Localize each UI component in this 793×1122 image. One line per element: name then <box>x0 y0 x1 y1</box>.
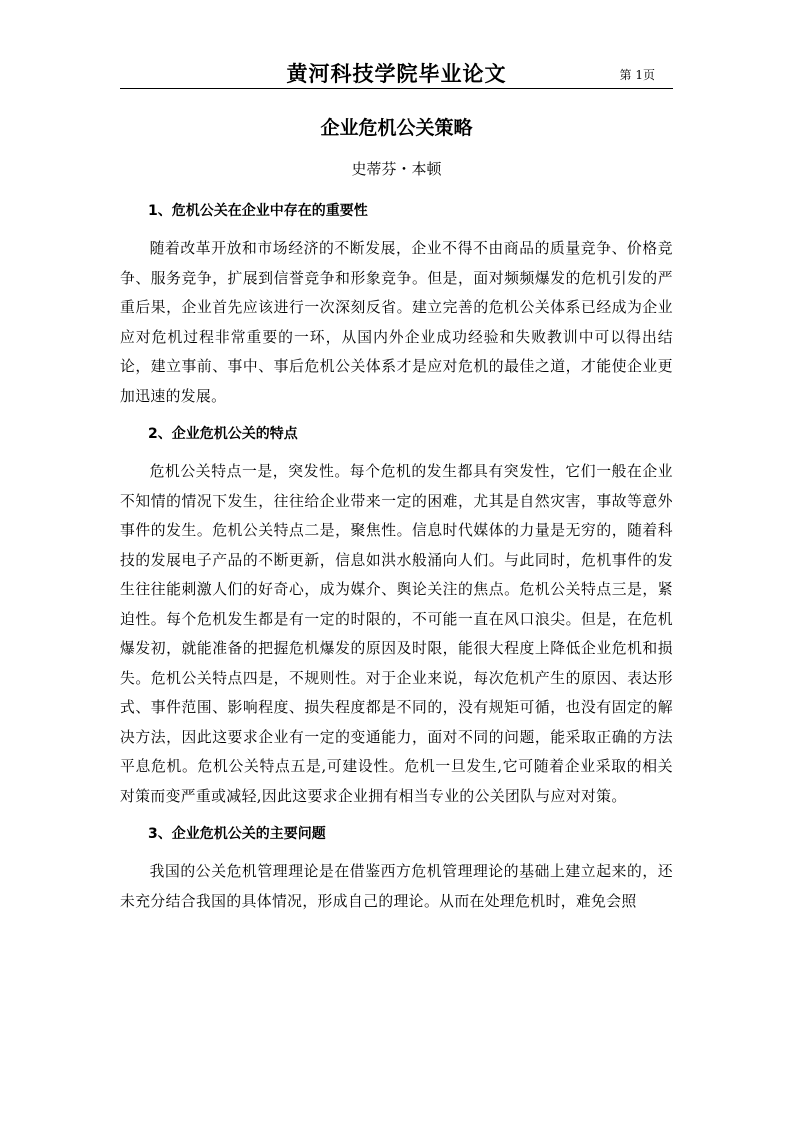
section-paragraph: 危机公关特点一是，突发性。每个危机的发生都具有突发性，它们一般在企业不知情的情况下发生，往往给企业带来一定的困难，尤其是自然灾害，事故等意外事件的发生。危机公关特点二是，聚焦性。信息时代媒体的力量是无穷的，随着科技的发展电子产品的不断更新，信息如洪水般涌向人们。与此同时，危机事件的发生往往能刺激人们的好奇心，成为媒介、舆论关注的焦点。危机公关特点三是，紧迫性。每个危机发生都是有一定的时限的，不可能一直在风口浪尖。但是，在危机爆发初，就能准备的把握危机爆发的原因及时限，能很大程度上降低企业危机和损失。危机公关特点四是，不规则性。对于企业来说，每次危机产生的原因、表达形式、事件范围、影响程度、损失程度都是不同的，没有规矩可循，也没有固定的解决方法，因此这要求企业有一定的变通能力，面对不同的问题，能采取正确的方法平息危机。危机公关特点五是,可建设性。危机一旦发生,它可随着企业采取的相关对策而变严重或减轻,因此这要求企业拥有相当专业的公关团队与应对对策。 <box>120 463 673 805</box>
section-1 <box>120 200 673 411</box>
section-heading: 2、企业危机公关的特点 <box>148 426 298 442</box>
section-2 <box>120 423 673 811</box>
document-body <box>120 112 673 928</box>
page-header <box>120 56 673 89</box>
document-author: 史蒂芬・本顿 <box>351 160 442 178</box>
section-paragraph: 随着改革开放和市场经济的不断发展，企业不得不由商品的质量竞争、价格竞争、服务竞争，扩展到信誉竞争和形象竞争。但是，面对频频爆发的危机引发的严重后果，企业首先应该进行一次深刻反省。建立完善的危机公关体系已经成为企业应对危机过程非常重要的一环，从国内外企业成功经验和失败教训中可以得出结论，建立事前、事中、事后危机公关体系才是应对危机的最佳之道，才能使企业更加迅速的发展。 <box>120 240 673 405</box>
section-paragraph: 我国的公关危机管理理论是在借鉴西方危机管理理论的基础上建立起来的，还未充分结合我国的具体情况，形成自己的理论。从而在处理危机时，难免会照 <box>120 863 673 910</box>
header-title: 黄河科技学院毕业论文 <box>286 62 507 86</box>
section-3 <box>120 823 673 916</box>
document-title: 企业危机公关策略 <box>320 117 473 139</box>
section-heading: 1、危机公关在企业中存在的重要性 <box>148 203 368 219</box>
section-heading: 3、企业危机公关的主要问题 <box>148 826 326 842</box>
page-number: 第 1页 <box>619 68 655 82</box>
